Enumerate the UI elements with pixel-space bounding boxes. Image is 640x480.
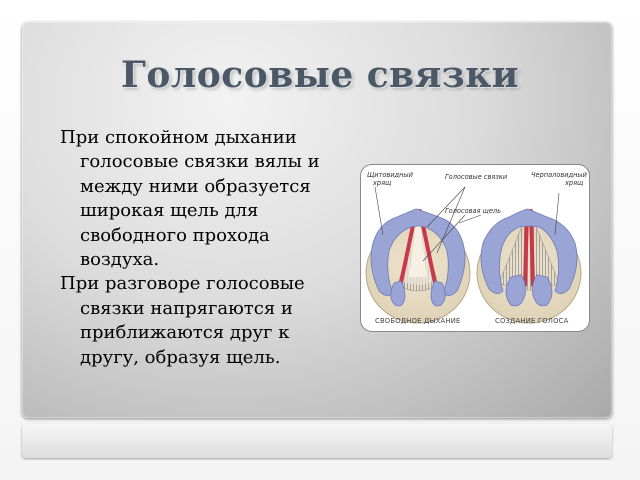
caption-free-breathing: СВОБОДНОЕ ДЫХАНИЕ [375,317,461,325]
label-arytenoid-line2: хрящ [565,179,584,187]
larynx-voice-production [477,209,581,323]
label-vocal-cords: Голосовые связки [445,173,508,181]
slide-footer-bar [22,424,612,458]
caption-voice-production: СОЗДАНИЕ ГОЛОСА [495,317,569,325]
slide-body [60,126,352,370]
label-glottis: Голосовая щель [445,207,501,215]
label-arytenoid-line1: Черпаловидный [531,171,587,179]
label-thyroid-line1: Щитовидный [367,171,413,179]
slide-title: Голосовые связки [121,54,519,96]
paragraph-speaking: При разговоре голосовые связки напрягаются и приближаются друг к другу, образуя щель. [60,273,305,368]
paragraph-breathing: При спокойном дыхании голосовые связки вялы и между ними образуется широкая щель для свободного прохода воздуха. [60,127,320,271]
vocal-cords-figure [360,164,590,332]
label-thyroid-line2: хрящ [373,179,392,187]
vocal-cords-illustration [361,165,589,331]
